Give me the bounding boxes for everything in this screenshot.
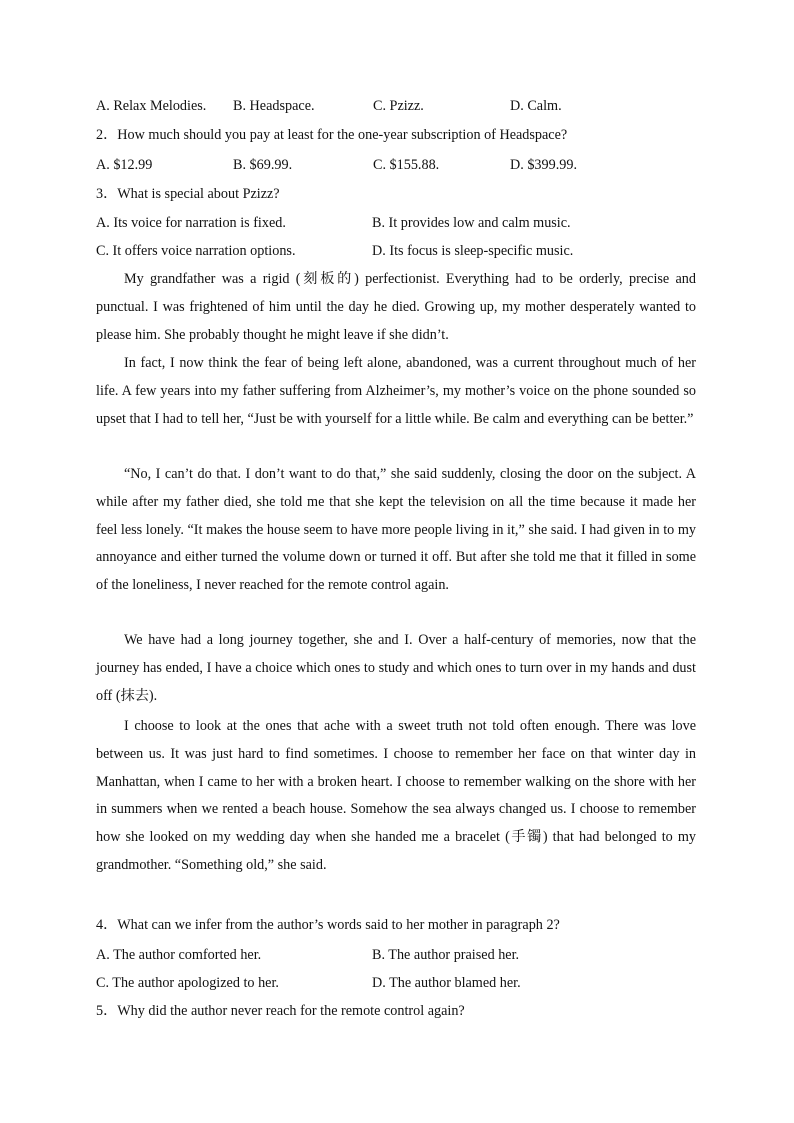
- passage-paragraph-3: “No, I can’t do that. I don’t want to do that,” she said suddenly, closing the door on the subject. A while after my father died, she told me that she kept the television on all the time because it made her feel less lonely. “It makes the house seem to have more people living in it,” she said. I had given in to my annoyance and either turned the volume down or turned it off. But after she told me that it filled in some of the loneliness, I never reached for the remote control again.: [96, 466, 696, 594]
- q1-option-d: D. Calm.: [510, 98, 562, 114]
- q4-option-a: A. The author comforted her.: [96, 947, 262, 963]
- q4-option-b: B. The author praised her.: [372, 947, 520, 963]
- q4-question: 4．What can we infer from the author’s words said to her mother in paragraph 2?: [96, 917, 560, 933]
- q3-question: 3．What is special about Pzizz?: [96, 186, 280, 202]
- q5-question: 5．Why did the author never reach for the remote control again?: [96, 1003, 465, 1019]
- passage-paragraph-1: My grandfather was a rigid (刻板的) perfectionist. Everything had to be orderly, precise and punctual. I was frightened of him until the day he died. Growing up, my mother desperately wanted to please him. She probably thought he might leave if she didn’t.: [96, 271, 696, 343]
- q2-option-a: A. $12.99: [96, 157, 153, 173]
- passage-paragraph-4: We have had a long journey together, she and I. Over a half-century of memories, now that the journey has ended, I have a choice which ones to study and which ones to turn over in my hands and dust off (抹去).: [96, 632, 696, 704]
- q3-option-a: A. Its voice for narration is fixed.: [96, 215, 286, 231]
- q3-option-d: D. Its focus is sleep-specific music.: [372, 243, 574, 259]
- q2-option-c: C. $155.88.: [373, 157, 440, 173]
- q4-option-d: D. The author blamed her.: [372, 975, 521, 991]
- q2-option-d: D. $399.99.: [510, 157, 577, 173]
- q4-option-c: C. The author apologized to her.: [96, 975, 279, 991]
- q1-option-a: A. Relax Melodies.: [96, 98, 207, 114]
- q3-option-b: B. It provides low and calm music.: [372, 215, 571, 231]
- q3-option-c: C. It offers voice narration options.: [96, 243, 296, 259]
- passage-paragraph-2: In fact, I now think the fear of being left alone, abandoned, was a current throughout much of her life. A few years into my father suffering from Alzheimer’s, my mother’s voice on the phone sounded so upset that I had to tell her, “Just be with yourself for a little while. Be calm and everything can be better.”: [96, 355, 696, 427]
- q2-question: 2．How much should you pay at least for the one-year subscription of Headspace?: [96, 127, 568, 143]
- q2-option-b: B. $69.99.: [233, 157, 293, 173]
- q1-option-b: B. Headspace.: [233, 98, 315, 114]
- passage-paragraph-5: I choose to look at the ones that ache with a sweet truth not told often enough. There was love between us. It was just hard to find sometimes. I choose to remember her face on that winter day in Manhattan, when I came to her with a broken heart. I choose to remember walking on the shore with her in summers when we rented a beach house. Somehow the sea always changed us. I choose to remember how she looked on my wedding day when she handed me a bracelet (手镯) that had belonged to my grandmother. “Something old,” she said.: [96, 718, 696, 873]
- q1-option-c: C. Pzizz.: [373, 98, 424, 114]
